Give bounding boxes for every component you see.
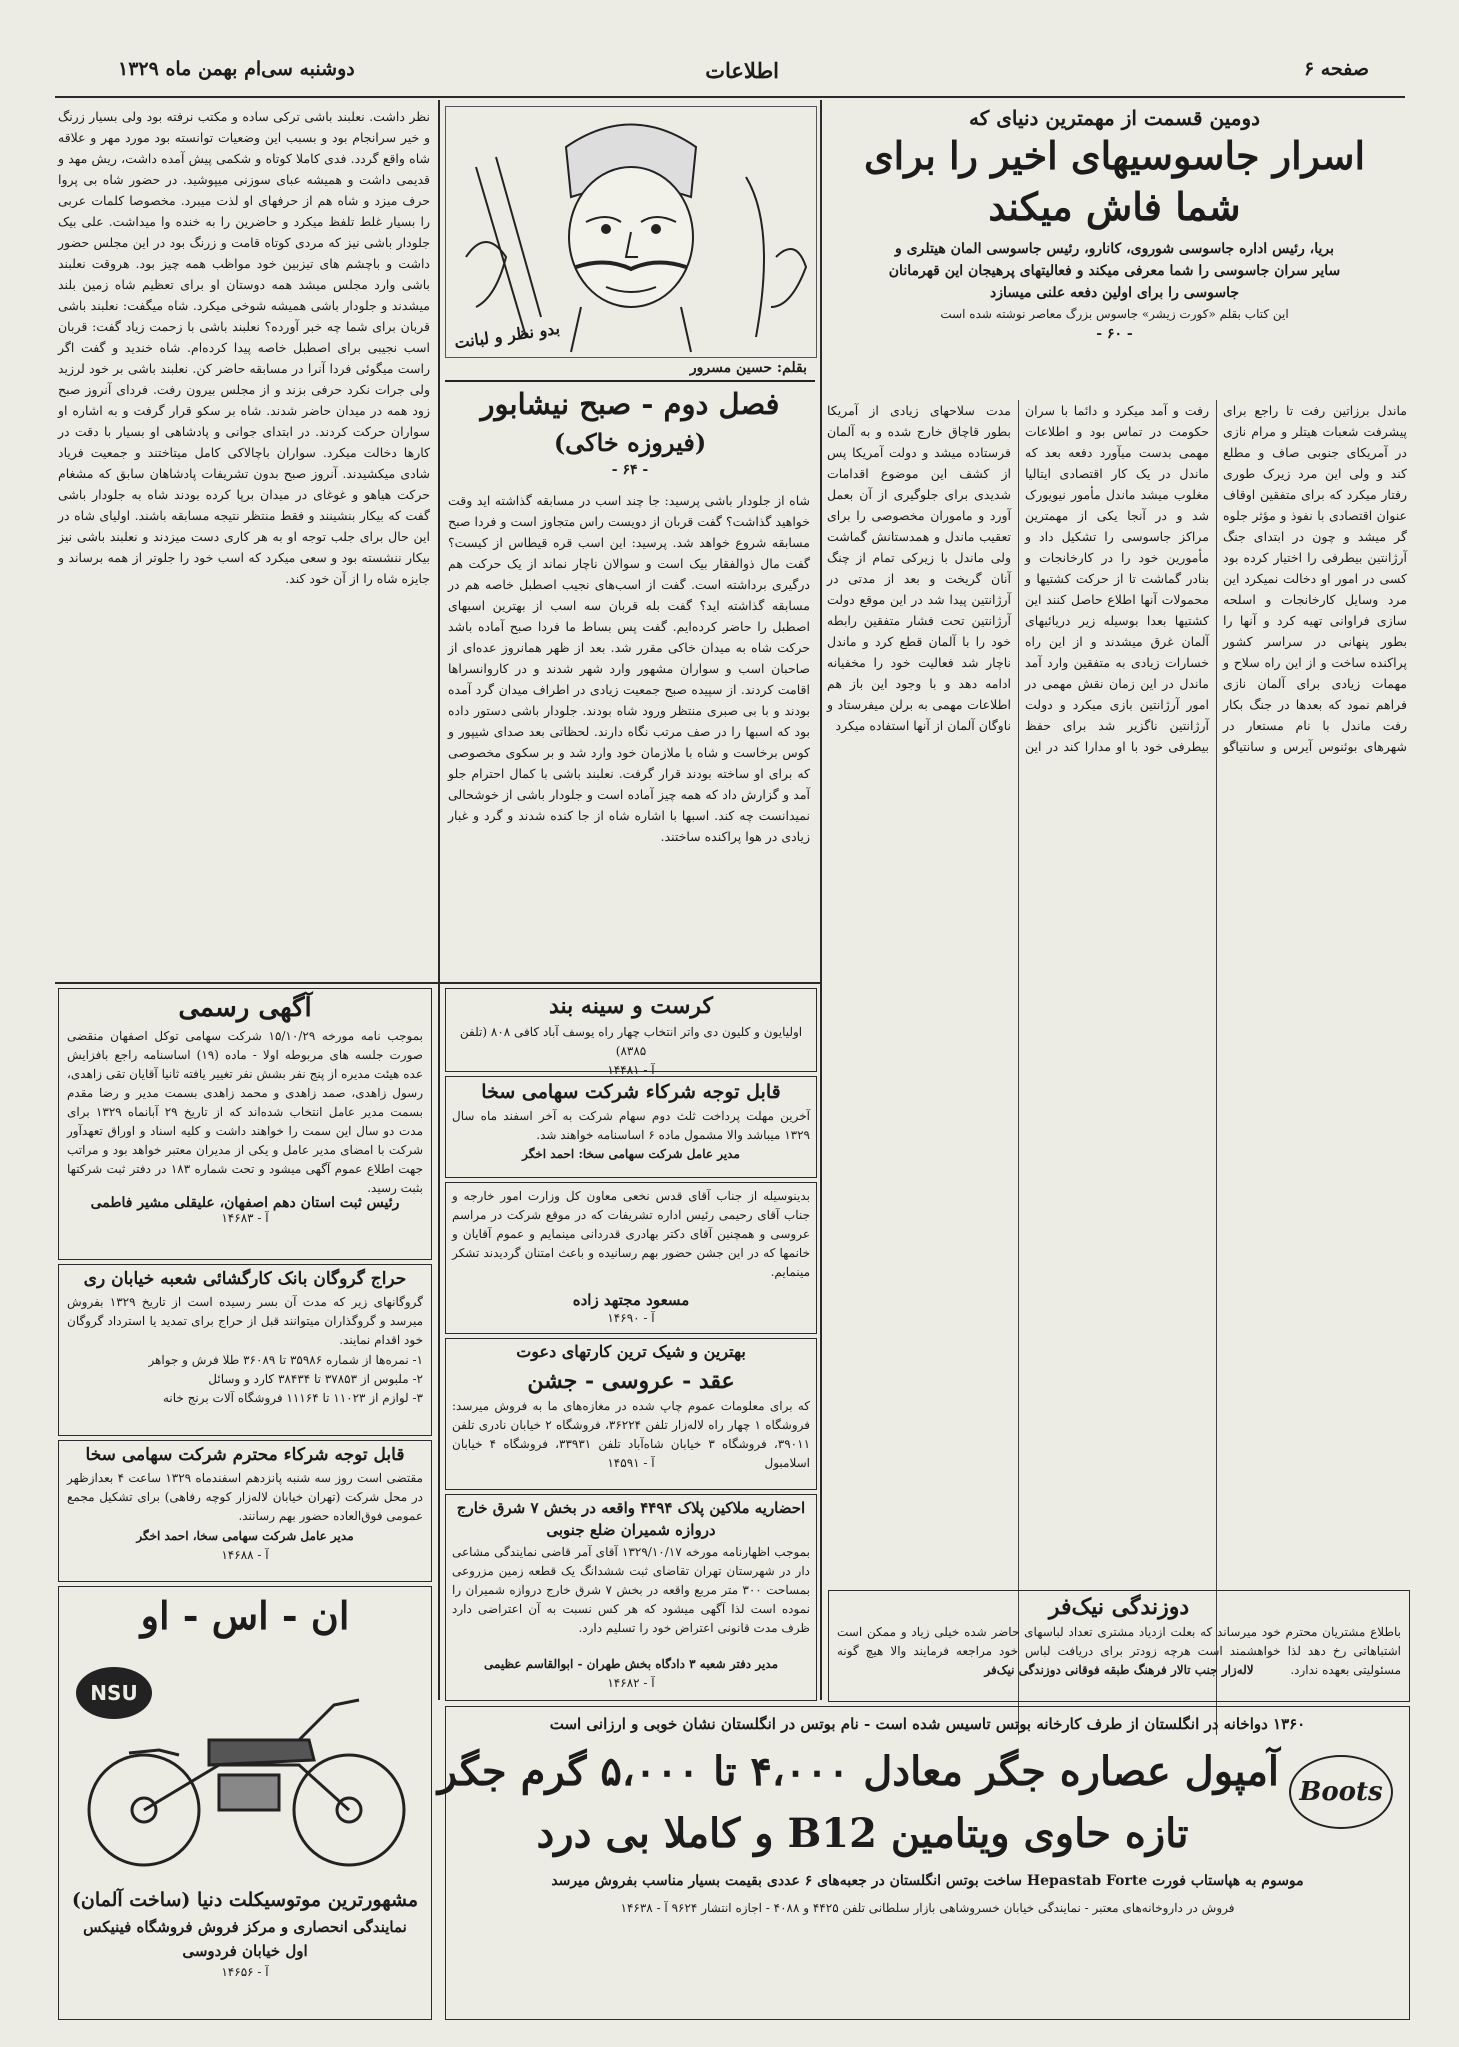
thanks-body: بدینوسیله از جناب آقای قدس نخعی معاون کل وزارت امور خارجه و جناب آقای رحیمی رئیس اداره تشریفات که در موقع شرکت در مراسم عروسی و همچنین آقای دکتر بهادری قدردانی مینمایم و عموم آقایان و خانمها که در این جشن حضور بهم رسانیده و باعث امتنان گردیدند تشکر مینمایم. (452, 1189, 810, 1279)
story-body: شاه از جلودار باشی پرسید: جا چند اسب در مسابقه گذاشته اید وقت خواهید گذاشت؟ گفت قربان از دویست راس متجاوز است و فردا صبح مسابقه شروع خواهد شد. پرسید: این اسب قره قیطاس از کیست؟ گفت مال ذوالفقار بیک است و سوالان ناچار نماند از یک حرکت هم درگیری برداشته است. گفت از اسب‌های نجیب اصطبل خاصه هم در مسابقه گذاشته اید؟ گفت بله قربان سه اسب از بهترین اسبهای اصطبل را حاضر کرده‌ایم. گفت پس بساط ما فردا صبح آماده باشد حرکت شاه به میدان خاکی مقرر شد. بعد از ظهر همانروز عده‌ای از صاحبان اسب و سواران مشهور وارد شهر شدند و در کاروانسراها اقامت کردند. از سپیده صبح جمعیت زیادی در اطراف میدان گرد آمده بودند و با بی صبری منتظر ورود شاه بودند. جلودار باشی دستور داده بود که اسبها را در صف مرتب نگاه دارند. لحظاتی بعد صدای شیپور و کوس برخاست و شاه با ملازمان خود وارد شد و بر سکوی مخصوصی که برای او ساخته بودند قرار گرفت. نعلبند باشی با کمال احترام جلو آمد و گزارش داد که همه چیز آماده است و جلودار باشی از خوشحالی نمیدانست چه کند. اسبها با اشاره شاه از جا کنده شدند و گرد و غبار زیادی در هوا پراکنده ساختند. (448, 493, 810, 844)
tailor-signature: لاله‌زار جنب تالار فرهنگ طبقه فوقانی دوزندگی نیک‌فر (984, 1663, 1254, 1677)
sakha-notice (445, 1076, 817, 1178)
shareholders-notice (58, 1440, 432, 1582)
shareholders-title: قابل توجه شرکاء محترم شرکت سهامی سخا (85, 1445, 405, 1465)
auction-row: ۳- لوازم از ۱۱۰۲۳ تا ۱۱۱۶۴ فروشگاه آلات برنج خانه (163, 1391, 423, 1405)
spy-article-header (822, 106, 1407, 344)
summons-notice (445, 1494, 817, 1701)
cards-ref: آ - ۱۴۵۹۱ (607, 1456, 655, 1470)
sakha-signature: مدیر عامل شرکت سهامی سخا: احمد اخگر (522, 1147, 740, 1161)
column-divider (438, 100, 440, 1700)
summons-signature: مدیر دفتر شعبه ۳ دادگاه بخش طهران - ابوالقاسم عظیمی (483, 1657, 779, 1671)
nsu-logo-text: NSU (90, 1681, 138, 1705)
spy-subtitle-3: جاسوسی را برای اولین دفعه علنی میسازد (990, 285, 1239, 301)
summons-ref: آ - ۱۴۶۸۲ (607, 1676, 655, 1690)
official-notice-title: آگهی رسمی (178, 993, 312, 1023)
nsu-ref: آ - ۱۴۶۵۶ (221, 1965, 269, 1979)
header-rule (55, 96, 1405, 98)
nsu-slogan: مشهورترین موتوسیکلت دنیا (ساخت آلمان) (71, 1889, 419, 1911)
nsu-address: اول خیابان فردوسی (182, 1942, 308, 1960)
corset-title: کرست و سینه بند (548, 993, 714, 1019)
portrait-drawing (446, 107, 816, 357)
boots-headline-1: آمپول عصاره جگر معادل ۴،۰۰۰ تا ۵،۰۰۰ گرم جگر (437, 1748, 1279, 1795)
spy-subtitle-1: بریا، رئیس اداره جاسوسی شوروی، کانارو، رئیس جاسوسی المان هیتلری و (895, 241, 1334, 257)
story-illustration (445, 106, 817, 358)
spy-part-number: - ۶۰ - (1096, 326, 1133, 342)
story-part-number: - ۶۴ - (611, 462, 649, 478)
tailor-body: باطلاع مشتریان محترم خود میرساند که بعلت ازدیاد مشتری تعداد لباسهای حاضر شده خیلی زیاد و ممکن است اشتباهاتی رخ دهد لذا خواهشمند است هرچه زودتر برای دریافت لباس خود مراجعه فرمایند والا هیچ گونه مسئولیتی بعهده ندارد. (837, 1625, 1401, 1677)
left-column-body: نظر داشت. نعلبند باشی ترکی ساده و مکتب نرفته بود ولی بسیار زرنگ و خیر سرانجام بود و بسبب این وضعیات توانسته بود مورد مهر و علاقه شاه واقع گردد. فدی کاملا کوتاه و شکمی پیش آمده داشت، ریش مهد و قدیمی داشت و همیشه عبای سوزنی میپوشید. در حضور شاه بی پروا حرف میزد و شاه هم از حرفهای او لذت میبرد. مخصوصا کلمات عربی را بسیار غلط تلفظ میکرد و حاضرین را به خنده وا میداشت. علی بیک جلودار باشی نیز که مردی کوتاه قامت و زرنگ بود در این مجلس حضور داشت و باچشم های تیزبین خود مواظب همه چیز بود. هروقت نعلبند باشی وارد مجلس میشد همه دوستان او برای تعظیم شاه زمین بلند میشدند و جلودار باشی همیشه شوخی میکرد. شاه میگفت: نعلبند باشی قربان برای شما چه خبر آورده؟ نعلبند باشی با زحمت زیاد گفت: قربان اسب نجیبی برای اصطبل خاصه پیدا کرده‌ام. شاه خندید و گفت اگر راست میگوئی فردا آنرا در مسابقه حاضر کن. نعلبند باشی بر خود لرزید ولی جرات نکرد حرفی بزند و از مجلس بیرون رفت. فردای آنروز صبح زود همه در میدان حاضر شدند. شاه بر سکو قرار گرفت و به اشاره او سواران حرکت کردند. در ابتدای جوانی و پادشاهی او بسیار با دقت در کارها دخالت میکرد. سواران باچالاکی کامل میتاختند و جمعیت فریاد شادی میکشیدند. آنروز صبح بدون تشریفات پادشاهان سابق که مشغام حرکت هیاهو و غوغای در میدان برپا کرده بودند شاه به جلودار باشی گفت که بیکار بنشینند و فقط منتظر نتیجه مسابقه باشند. اولیای شاه در این حال برای جلب توجه او به هر کاری دست میزدند و نعلبند باشی نیز بیکار ننشسته بود و سعی میکرد که اسب خود را جلوتر از همه برساند و جایزه شاه را از آن خود کند. (58, 109, 430, 586)
auction-body: گروگانهای زیر که مدت آن بسر رسیده است از تاریخ ۱۳۲۹ بفروش میرسد و گروگذاران میتوانند قبل از حراج برای تمدید یا استرداد گروگان خود اقدام نمایند. (67, 1295, 423, 1347)
spy-article-body: ماندل برزاتین رفت تا راجع برای پیشرفت شعبات هیتلر و مرام نازی در آمریکای جنوبی صاف و مطلع کند و ولی این مرد زیرک طوری رفتار میکرد که برای متفقین اوقاف عنوان اقتصادی با نفوذ و مؤثر جلوه گر میشد و چون در ابتدای جنگ آرژانتین بیطرفی را اختیار کرده بود کسی در امور او دخالت نمیکرد این مرد وسایل کارخانجات و اسلحه سازی فراوانی تهیه کرد و آنها را بطور پنهانی در سراسر کشور پراکنده ساخت و از این راه سلاح و مهمات زیادی برای آلمان نازی فراهم نمود که بعدها در جنگ بکار رفت ماندل با نام مستعار در شهرهای بوئنوس آیرس و سانتیاگو رفت و آمد میکرد و دائما با سران حکومت در تماس بود و اطلاعات مهمی بدست میآورد دفعه بعد که ماندل در یک کار اقتصادی ایتالیا مغلوب میشد ماندل مأمور نیویورک شد و در آنجا یکی از مهمترین مراکز جاسوسی را تشکیل داد و مأمورین خود را در کارخانجات و بنادر گماشت تا از حرکت کشتیها و محمولات آنها اطلاع حاصل کنند این کشتیها بعدا بوسیله زیر دریائیهای آلمان غرق میشدند و از این راه خسارات زیادی به متفقین وارد آمد ماندل در این زمان نقش مهمی در امور آرژانتین بازی میکرد و دولت آرژانتین ناگزیر شد برای حفظ بیطرفی خود با او مدارا کند در این مدت سلاحهای زیادی از آمریکا بطور قاچاق خارج شده و به آلمان فرستاده میشد و دولت آمریکا پس از کشف این موضوع اقدامات شدیدی برای جلوگیری از آن بعمل آورد و ماموران مخصوصی را برای تعقیب ماندل و همدستانش گماشت ولی ماندل با زیرکی تمام از چنگ آنان گریخت و بعد از مدتی در آرژانتین پیدا شد در این موقع دولت آرژانتین تحت فشار متفقین رابطه خود را با آلمان قطع کرد و ماندل ناچار شد فعالیت خود را مخفیانه ادامه دهد و با وجود این باز هم اطلاعات مهمی به برلن میفرستاد و ناوگان آلمان از آنها استفاده میکرد (827, 403, 1407, 754)
sakha-title: قابل توجه شرکاء شرکت سهامی سخا (481, 1081, 781, 1103)
nsu-agent: نمایندگی انحصاری و مرکز فروش فروشگاه فینیکس (83, 1918, 407, 1936)
summons-body: بموجب اظهارنامه مورخه ۱۳۲۹/۱۰/۱۷ آقای آمر قاضی نمایندگی مشاعی دار در شهرستان تهران تقاضای ثبت ششدانگ یک قطعه زمین مزروعی بمساحت ۳۰۰ متر مربع واقعه در بخش ۷ شرق خارج دروازه شمیران را نموده است لذا آگهی میشود که هر کس نسبت به آن اعتراضی دارد ظرف مدت قانونی اعتراض خود را تسلیم دارد. (452, 1545, 810, 1635)
spy-byline: این کتاب بقلم «کورت زیشر» جاسوس بزرگ معاصر نوشته شده است (940, 307, 1289, 321)
corset-ref: آ - ۱۴۴۸۱ (607, 1063, 655, 1077)
official-notice-signature: رئیس ثبت استان دهم اصفهان، علیقلی مشیر فاطمی (90, 1195, 400, 1211)
illustration-caption: بدو نظر و لبانت (453, 318, 561, 353)
newspaper-name: اطلاعات (705, 58, 779, 83)
spy-subtitle-2: سایر سران جاسوسی را شما معرفی میکند و فعالیتهای پرهیجان این قهرمانان (888, 263, 1341, 279)
shareholders-signature: مدیر عامل شرکت سهامی سخا، احمد اخگر (136, 1529, 354, 1543)
official-notice-body: بموجب نامه مورخه ۱۵/۱۰/۲۹ شرکت سهامی توکل اصفهان منقضی صورت جلسه های مربوطه اولا - ماده (۱۹) اساسنامه راجع بافزایش عده هیئت مدیره از پنج نفر بشش نفر تغییر یافته ثانیا آقایان تقی زاهدی، رسول زاهدی، صمد زاهدی و محمد زاهدی بسمت مدیر و رضا مقدم بسمت مدیر عامل انتخاب شده‌اند که از تاریخ ۲۹ آبانماه ۱۳۲۹ برای مدت دو سال این سمت را خواهند داشت و کلیه اسناد و اوراق تعهدآور شرکت با امضای مدیر عامل و یکی از مدیران معتبر خواهد بود و مراتب جهت اطلاع عموم آگهی میشود و تحت شماره ۱۸۳ در دفتر ثبت شرکتها بثبت رسید. (67, 1029, 423, 1195)
spy-kicker: دومین قسمت از مهمترین دنیای که (968, 106, 1261, 130)
summons-title: احضاریه ملاکین پلاک ۴۴۹۴ واقعه در بخش ۷ شرق خارج دروازه شمیران ضلع جنوبی (456, 1499, 806, 1539)
auction-row: ۲- ملبوس از ۳۷۸۵۳ تا ۳۸۴۳۴ کارد و وسائل (208, 1372, 423, 1386)
boots-top-line: ۱۳۶۰ دواخانه در انگلستان از طرف کارخانه بوتس تاسیس شده است - نام بوتس در انگلستان نشان خوبی و ارزانی است (549, 1715, 1306, 1733)
auction-row: ۱- نمره‌ها از شماره ۳۵۹۸۶ تا ۳۶۰۸۹ طلا فرش و جواهر (148, 1353, 423, 1367)
thanks-ref: آ - ۱۴۶۹۰ (607, 1311, 655, 1325)
spy-title-line2: شما فاش میکند (988, 184, 1241, 229)
official-notice-ref: آ - ۱۴۶۸۳ (221, 1211, 269, 1225)
cards-subtitle: عقد - عروسی - جشن (527, 1368, 735, 1394)
tailor-ad (828, 1590, 1410, 1702)
boots-headline-2: تازه حاوی ویتامین B12 و کاملا بی درد (536, 1810, 1189, 1857)
story-author: بقلم: حسین مسرور (689, 360, 807, 376)
story-header (445, 360, 815, 480)
tailor-title: دوزندگی نیک‌فر (1048, 1594, 1190, 1620)
thanks-notice (445, 1182, 817, 1334)
page-number: صفحه ۶ (1303, 58, 1369, 80)
auction-notice (58, 1264, 432, 1436)
cards-title: بهترین و شیک ترین کارتهای دعوت (516, 1342, 746, 1361)
official-notice (58, 988, 432, 1260)
sakha-body: آخرین مهلت پرداخت ثلث دوم سهام شرکت به آخر اسفند ماه سال ۱۳۲۹ میباشد والا مشمول ماده ۶ اساسنامه خواهند شد. (452, 1109, 810, 1142)
issue-date: دوشنبه سی‌ام بهمن ماه ۱۳۲۹ (118, 58, 355, 80)
cards-ad (445, 1338, 817, 1490)
ads-top-rule (55, 982, 820, 984)
boots-logo (1289, 1755, 1393, 1829)
shareholders-body: مقتضی است روز سه شنبه پانزدهم اسفندماه ۱۳۲۹ ساعت ۴ بعدازظهر در محل شرکت (تهران خیابان لاله‌زار کوچه رفاهی) برای تشکیل مجمع عمومی فوق‌العاده حضور بهم رسانند. (67, 1471, 423, 1523)
story-chapter-title: فصل دوم - صبح نیشابور (445, 380, 815, 426)
auction-title: حراج گروگان بانک کارگشائی شعبه خیابان ری (83, 1269, 407, 1289)
story-subtitle: (فیروزه خاکی) (553, 428, 707, 457)
cards-body: که برای معلومات عموم چاپ شده در مغازه‌های ما به فروش میرسد: فروشگاه ۱ چهار راه لاله‌زار تلفن ۳۶۲۲۴، فروشگاه ۲ خیابان نادری تلفن ۳۹۰۱۱، فروشگاه ۳ خیابان شاه‌آباد تلفن ۳۳۹۳۱، فروشگاه ۴ خیابان اسلامبول (452, 1399, 811, 1470)
corset-ad (445, 988, 817, 1077)
boots-contact-line: فروش در داروخانه‌های معتبر - نمایندگی خیابان خسروشاهی بازار سلطانی تلفن ۴۴۲۵ و ۴۰۸۸ - اجازه انتشار ۹۶۲۴ آ - ۱۴۶۳۸ (620, 1901, 1235, 1915)
spy-title-line1: اسرار جاسوسیهای اخیر را برای (863, 133, 1366, 178)
motorcycle-illustration (59, 1645, 431, 1885)
boots-product-line: موسوم به هپاستاب فورت Hepastab Forte ساخت بوتس انگلستان در جعبه‌های ۶ عددی بقیمت بسیار مناسب بفروش میرسد (551, 1873, 1304, 1889)
nsu-title: ان - اس - او (140, 1593, 350, 1638)
boots-logo-text: Boots (1299, 1777, 1383, 1807)
thanks-signature: مسعود مجتهد زاده (572, 1291, 690, 1309)
shareholders-ref: آ - ۱۴۶۸۸ (221, 1548, 269, 1562)
corset-body: اولیایون و کلیون دی واتر انتخاب چهار راه یوسف آباد کافی ۸۰۸ (تلفن ۸۳۸۵) (459, 1025, 803, 1058)
nsu-ad (58, 1586, 432, 2020)
boots-ad (437, 1706, 1410, 2020)
